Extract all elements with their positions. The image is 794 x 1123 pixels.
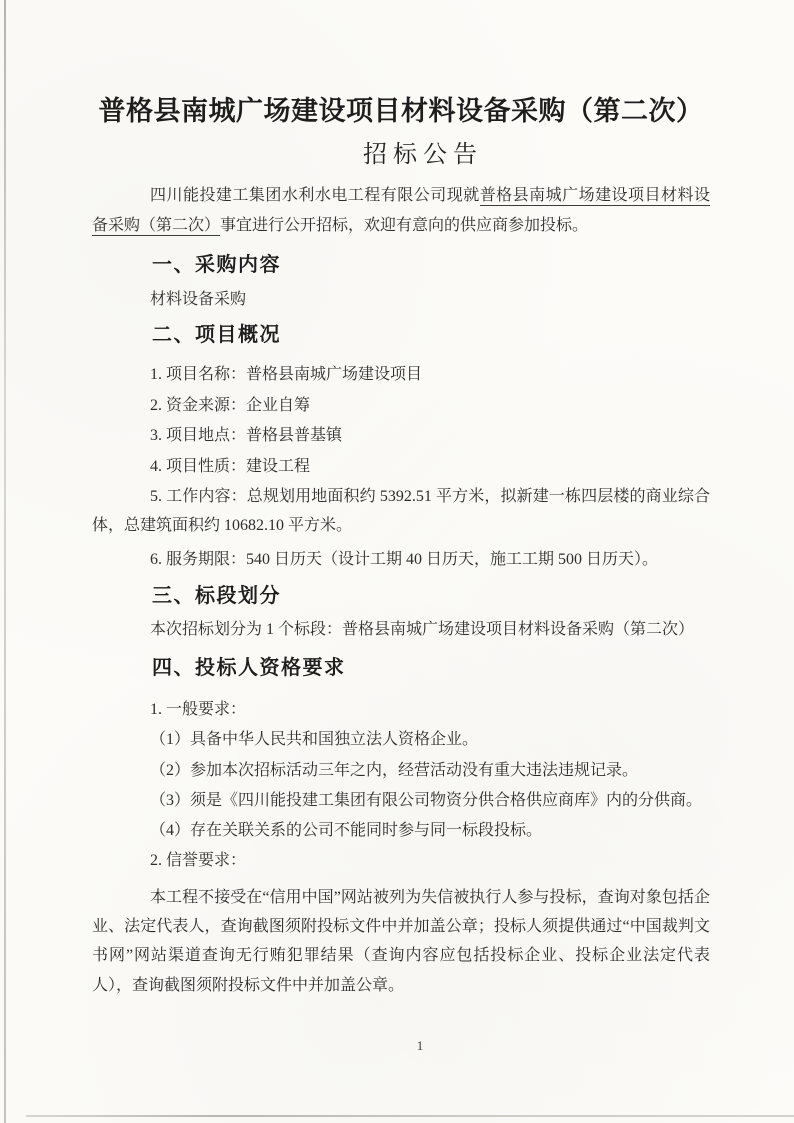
- scan-edge-artifact-left: [4, 0, 6, 1123]
- qualification-item-1: （1）具备中华人民共和国独立法人资格企业。: [150, 731, 479, 749]
- document-title: 普格县南城广场建设项目材料设备采购（第二次）: [98, 96, 704, 126]
- scan-edge-artifact-bottom: [26, 1115, 794, 1117]
- credit-requirement-paragraph: 本工程不接受在“信用中国”网站被列为失信被执行人参与投标，查询对象包括企业、法定代表人，查询截图须附投标文件中并加盖公章；投标人须提供通过“中国裁判文书网”网站渠道查询无行贿犯罪结果（查询内容应包括投标企业、投标企业法定代表人），查询截图须附投标文件中并加盖公章。: [92, 888, 710, 994]
- page-number: 1: [416, 1038, 424, 1053]
- qualification-general-label: 1. 一般要求：: [150, 701, 247, 718]
- project-item-location: 3. 项目地点：普格县普基镇: [150, 427, 343, 444]
- intro-underlined-project-name: 普格县南城广场建设项目材料设备采购（第二次）: [92, 187, 710, 234]
- section-heading-bid-lots: 三、标段划分: [152, 585, 281, 607]
- document-content: [92, 0, 710, 1000]
- project-item-duration: 6. 服务期限：540 日历天（设计工期 40 日历天，施工工期 500 日历天）。: [150, 551, 659, 568]
- project-item-nature: 4. 项目性质：建设工程: [150, 457, 311, 475]
- section-1-paragraph: 材料设备采购: [150, 291, 247, 308]
- qualification-item-4: （4）存在关联关系的公司不能同时参与同一标段投标。: [150, 822, 543, 840]
- intro-text-suffix: 事宜进行公开招标，欢迎有意向的供应商参加投标。: [220, 216, 589, 234]
- qualification-item-3: （3）须是《四川能投建工集团有限公司物资分供合格供应商库》内的分供商。: [150, 791, 703, 809]
- project-item-scope: 5. 工作内容：总规划用地面积约 5392.51 平方米，拟新建一栋四层楼的商业综合体，总建筑面积约 10682.10 平方米。: [92, 488, 710, 534]
- section-heading-project-overview: 二、项目概况: [152, 324, 281, 346]
- qualification-item-2: （2）参加本次招标活动三年之内，经营活动没有重大违法违规记录。: [150, 761, 639, 779]
- project-item-name: 1. 项目名称：普格县南城广场建设项目: [150, 366, 423, 383]
- qualification-credit-label: 2. 信誉要求：: [150, 852, 247, 870]
- section-heading-bidder-qualifications: 四、投标人资格要求: [152, 657, 346, 679]
- intro-paragraph: [92, 181, 710, 240]
- section-heading-procurement-content: 一、采购内容: [152, 254, 281, 276]
- bid-lot-paragraph: 本次招标划分为 1 个标段：普格县南城广场建设项目材料设备采购（第二次）: [150, 621, 695, 638]
- intro-text-prefix: 四川能投建工集团水利水电工程有限公司现就: [150, 187, 480, 204]
- project-item-funding: 2. 资金来源：企业自筹: [150, 396, 311, 414]
- document-subtitle: 招标公告: [363, 142, 483, 168]
